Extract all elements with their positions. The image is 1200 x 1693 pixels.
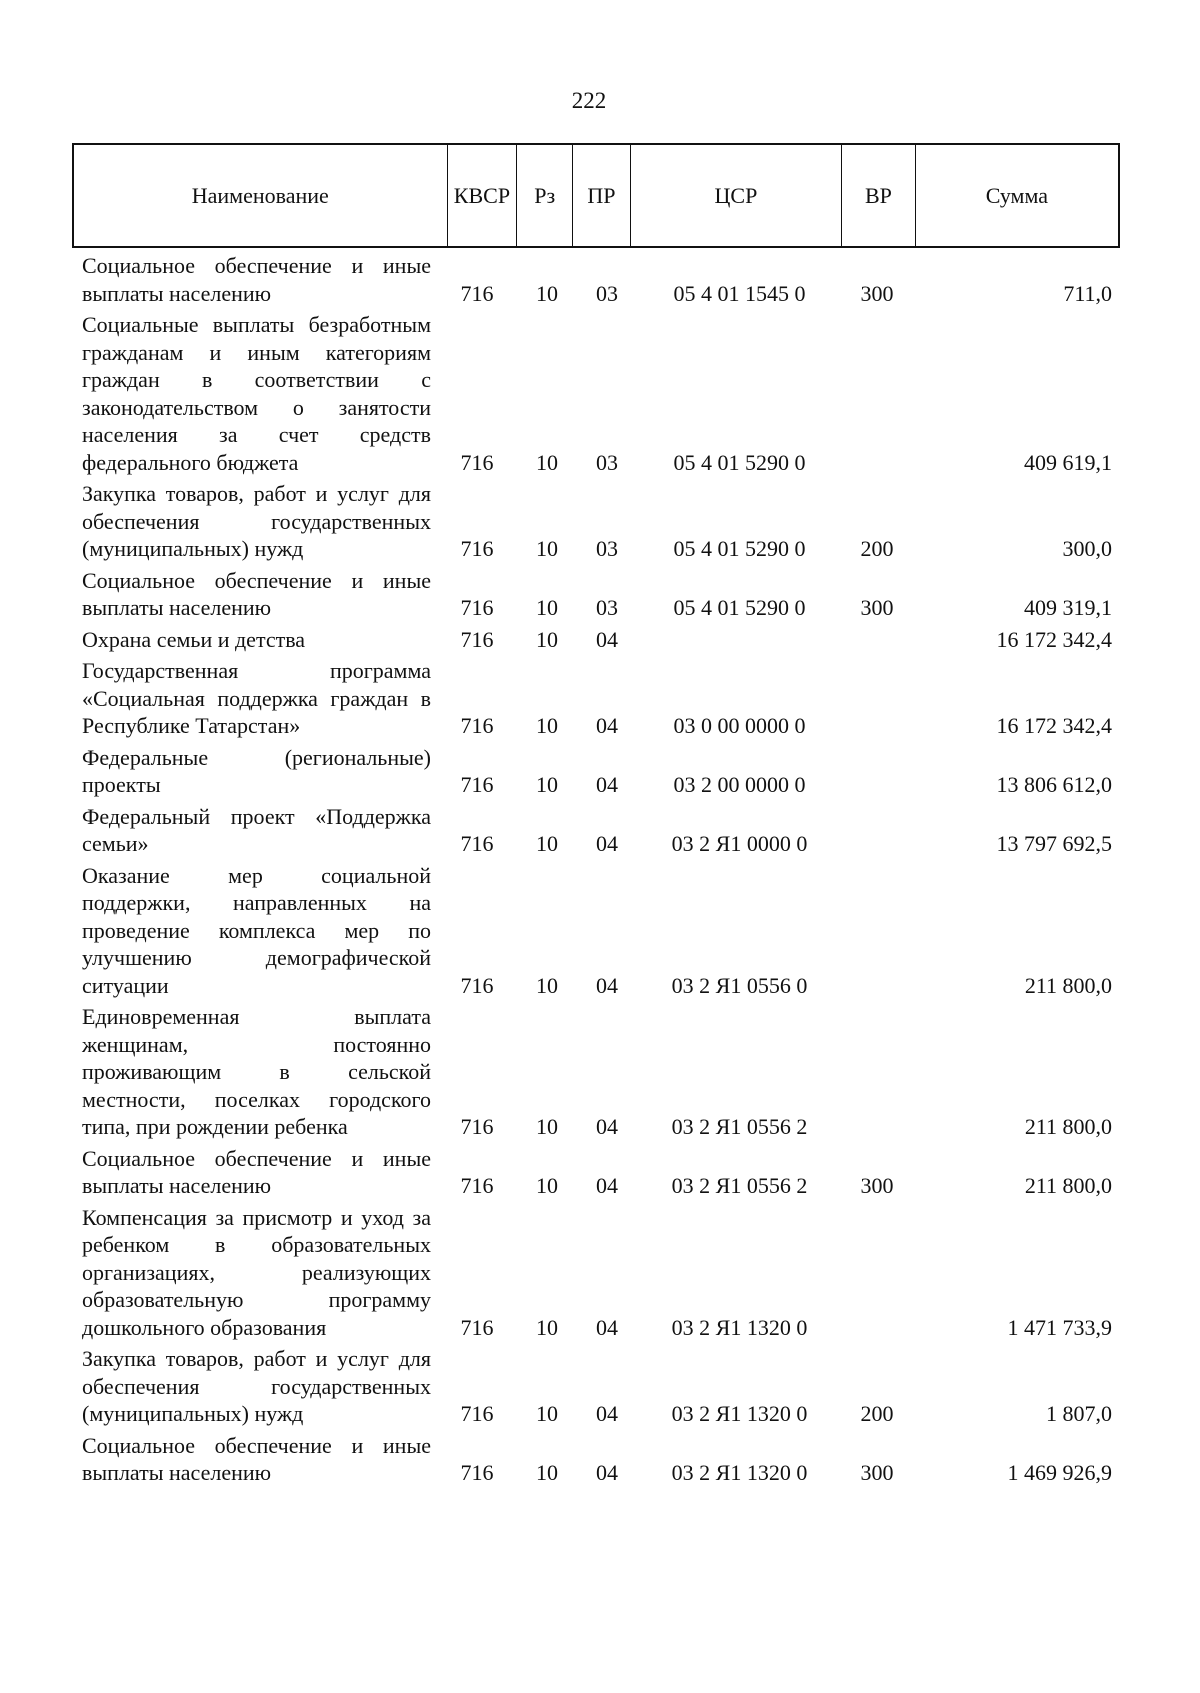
cell-vr: 300 [860,280,894,306]
cell-name: Закупка товаров, работ и услуг для обеспечения государственных (муниципальных) нужд [82,481,431,561]
cell-pr: 03 [596,280,618,306]
cell-pr: 04 [596,772,618,797]
cell-vr: 200 [860,536,894,561]
cell-csr: 03 2 Я1 1320 0 [671,1401,808,1426]
cell-csr: 03 2 Я1 0556 2 [671,1114,808,1139]
cell-rz: 10 [536,972,558,998]
cell-sum: 409 619,1 [1024,449,1112,475]
cell-vr: 300 [860,1173,894,1198]
cell-kvsr: 716 [460,1401,494,1426]
cell-kvsr: 716 [460,972,494,998]
cell-name: Единовременная выплата женщинам, постоянно проживающим в сельской местности, поселках городского типа, при рождении ребенка [82,1004,431,1139]
cell-kvsr: 716 [460,713,494,738]
cell-sum: 409 319,1 [1024,595,1112,620]
cell-pr: 04 [596,1401,618,1426]
cell-csr: 03 2 Я1 0556 2 [671,1173,808,1198]
table-row [82,803,1112,858]
cell-sum: 211 800,0 [1024,1173,1112,1198]
cell-rz: 10 [536,831,558,856]
cell-kvsr: 716 [460,772,494,797]
cell-name: Государственная программа «Социальная поддержка граждан в Республике Татарстан» [82,658,431,738]
cell-kvsr: 716 [460,280,494,306]
cell-kvsr: 716 [460,449,494,475]
header-name: Наименование [74,145,448,246]
cell-rz: 10 [536,772,558,797]
cell-rz: 10 [536,1173,558,1198]
cell-pr: 04 [596,713,618,738]
cell-sum: 16 172 342,4 [996,713,1112,738]
cell-csr: 03 2 Я1 1320 0 [671,1460,808,1485]
cell-sum: 1 469 926,9 [1007,1460,1112,1485]
table-row [82,567,1112,622]
table-row [82,252,1112,307]
cell-name: Федеральный проект «Поддержка семьи» [82,803,431,856]
cell-sum: 16 172 342,4 [996,626,1112,652]
cell-vr: 300 [860,1460,894,1485]
cell-pr: 03 [596,449,618,475]
cell-sum: 1 471 733,9 [1007,1314,1112,1340]
cell-kvsr: 716 [460,1460,494,1485]
cell-kvsr: 716 [460,595,494,620]
cell-sum: 300,0 [1062,536,1112,561]
cell-kvsr: 716 [460,1314,494,1340]
cell-rz: 10 [536,536,558,561]
cell-kvsr: 716 [460,1173,494,1198]
cell-rz: 10 [536,1314,558,1340]
cell-sum: 13 797 692,5 [996,831,1112,856]
cell-rz: 10 [536,1401,558,1426]
table-row [82,1345,1112,1428]
table-row [82,1003,1112,1141]
cell-csr: 03 2 Я1 1320 0 [671,1314,808,1340]
cell-pr: 04 [596,1173,618,1198]
cell-csr: 05 4 01 5290 0 [673,449,806,475]
table-row [82,657,1112,740]
cell-name: Социальное обеспечение и иные выплаты населению [82,567,431,620]
cell-name: Социальное обеспечение и иные выплаты населению [82,1145,431,1198]
table-header [72,143,1120,248]
cell-csr: 03 2 Я1 0000 0 [671,831,808,856]
table-row [82,626,1112,654]
table-row [82,1204,1112,1342]
cell-csr: 05 4 01 5290 0 [673,536,806,561]
cell-rz: 10 [536,449,558,475]
cell-name: Социальное обеспечение и иные выплаты населению [82,253,431,306]
cell-csr: 05 4 01 1545 0 [673,280,806,306]
cell-kvsr: 716 [460,536,494,561]
table-row [82,1432,1112,1487]
cell-vr: 200 [860,1401,894,1426]
header-pr: ПР [573,145,631,246]
cell-name: Охрана семьи и детства [82,626,306,652]
cell-name: Закупка товаров, работ и услуг для обеспечения государственных (муниципальных) нужд [82,1346,431,1426]
cell-pr: 04 [596,972,618,998]
table-row [82,862,1112,1000]
cell-name: Социальные выплаты безработным гражданам и иным категориям граждан в соответствии с законодательством о занятости населения за счет средств федерального бюджета [82,312,431,475]
cell-csr: 05 4 01 5290 0 [673,595,806,620]
table-row [82,1145,1112,1200]
cell-kvsr: 716 [460,1114,494,1139]
page-number: 222 [571,88,607,113]
cell-csr: 03 0 00 0000 0 [673,713,806,738]
cell-sum: 211 800,0 [1024,1114,1112,1139]
cell-rz: 10 [536,595,558,620]
cell-rz: 10 [536,713,558,738]
cell-sum: 711,0 [1063,280,1112,306]
cell-kvsr: 716 [460,626,494,652]
cell-pr: 04 [596,1314,618,1340]
table-row [82,480,1112,563]
header-sum: Сумма [985,182,1049,208]
cell-kvsr: 716 [460,831,494,856]
cell-rz: 10 [536,1114,558,1139]
header-csr: ЦСР [631,145,842,246]
header-rz: Рз [517,145,573,246]
cell-name: Оказание мер социальной поддержки, направленных на проведение комплекса мер по улучшению демографической ситуации [82,862,431,998]
cell-pr: 04 [596,1114,618,1139]
header-vr: ВР [842,145,916,246]
cell-pr: 04 [596,831,618,856]
cell-rz: 10 [536,1460,558,1485]
cell-rz: 10 [536,280,558,306]
table-row [82,311,1112,476]
cell-pr: 03 [596,595,618,620]
cell-pr: 04 [596,1460,618,1485]
table-row [82,744,1112,799]
cell-csr: 03 2 Я1 0556 0 [671,972,808,998]
cell-pr: 03 [596,536,618,561]
cell-name: Социальное обеспечение и иные выплаты населению [82,1432,431,1485]
cell-sum: 1 807,0 [1046,1401,1112,1426]
cell-pr: 04 [596,626,618,652]
header-kvsr: КВСР [448,145,518,246]
cell-csr: 03 2 00 0000 0 [673,772,806,797]
cell-vr: 300 [860,595,894,620]
cell-name: Федеральные (региональные) проекты [82,744,431,797]
cell-rz: 10 [536,626,558,652]
cell-name: Компенсация за присмотр и уход за ребенком в образовательных организациях, реализующих образовательную программу дошкольного образования [82,1204,431,1340]
table-body [82,252,1112,1491]
cell-sum: 13 806 612,0 [996,772,1112,797]
cell-sum: 211 800,0 [1024,972,1112,998]
